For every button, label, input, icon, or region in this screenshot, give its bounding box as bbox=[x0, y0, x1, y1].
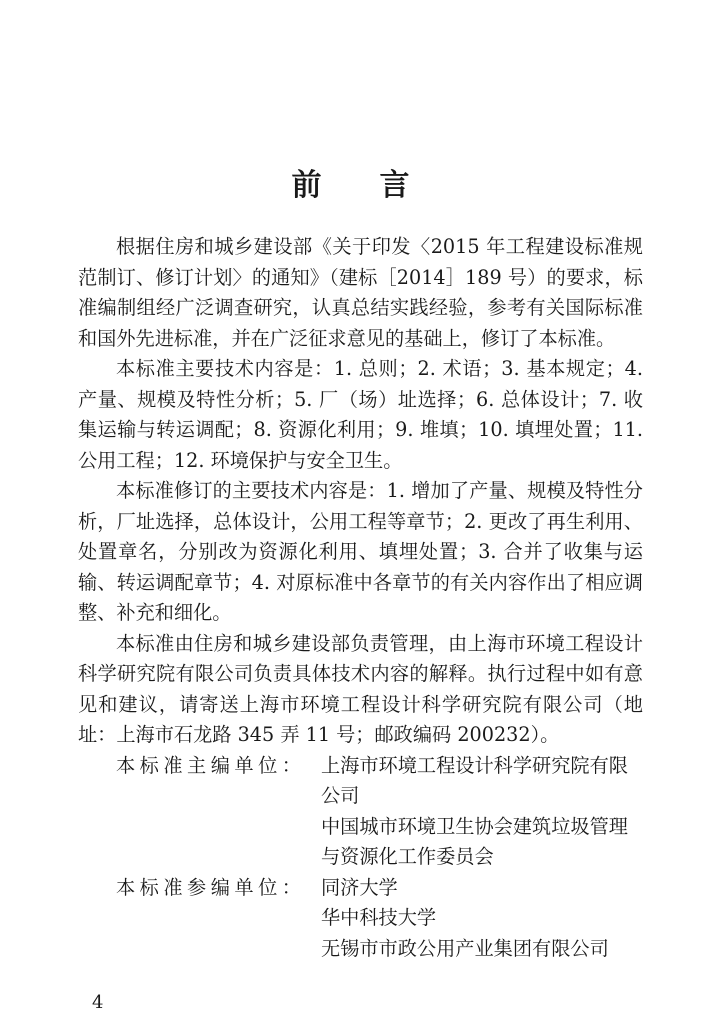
paragraph-revision-contents: 本标准修订的主要技术内容是：1. 增加了产量、规模及特性分析，厂址选择，总体设计，公用工程等章节；2. 更改了再生利用、处置章名，分别改为资源化利用、填埋处置；3. 合并了收集与运输、转运调配章节；4. 对原标准中各章节的有关内容作出了相应调整、补充和细化。 bbox=[78, 479, 643, 624]
chief-unit-line: 与资源化工作委员会 bbox=[321, 845, 494, 868]
chief-units-block bbox=[78, 751, 643, 873]
chief-unit-line: 上海市环境工程设计科学研究院有限 bbox=[321, 753, 628, 777]
participating-units-list bbox=[321, 873, 643, 965]
paragraph-management: 本标准由住房和城乡建设部负责管理，由上海市环境工程设计科学研究院有限公司负责具体技术内容的解释。执行过程中如有意见和建议，请寄送上海市环境工程设计科学研究院有限公司（地址：上海市石龙路 345 弄 11 号；邮政编码 200232）。 bbox=[78, 631, 643, 746]
page-title bbox=[0, 160, 703, 204]
participating-units-block bbox=[78, 873, 643, 965]
paragraph-basis: 根据住房和城乡建设部《关于印发〈2015 年工程建设标准规范制订、修订计划〉的通知》（建标［2014］189 号）的要求，标准编制组经广泛调查研究，认真总结实践经验，参考有关国际标准和国外先进标准，并在广泛征求意见的基础上，修订了本标准。 bbox=[78, 235, 643, 350]
participating-unit-line: 华中科技大学 bbox=[321, 906, 437, 929]
chief-units-label: 本标准主编单位： bbox=[116, 753, 306, 777]
document-body bbox=[78, 232, 643, 964]
paragraph-main-contents: 本标准主要技术内容是：1. 总则；2. 术语；3. 基本规定；4. 产量、规模及特性分析；5. 厂（场）址选择；6. 总体设计；7. 收集运输与转运调配；8. 资源化利用；9. 堆填；10. 填埋处置；11. 公用工程；12. 环境保护与安全卫生。 bbox=[78, 357, 643, 472]
page-number: 4 bbox=[92, 992, 104, 1013]
title-char-1: 前 bbox=[291, 168, 324, 203]
participating-units-label: 本标准参编单位： bbox=[116, 875, 306, 899]
chief-unit-line: 中国城市环境卫生协会建筑垃圾管理 bbox=[321, 814, 628, 838]
title-char-2: 言 bbox=[379, 168, 412, 203]
chief-units-list bbox=[321, 751, 643, 873]
chief-unit-line: 公司 bbox=[321, 784, 360, 807]
participating-unit-line: 同济大学 bbox=[321, 875, 398, 899]
participating-unit-line: 无锡市市政公用产业集团有限公司 bbox=[321, 936, 609, 960]
